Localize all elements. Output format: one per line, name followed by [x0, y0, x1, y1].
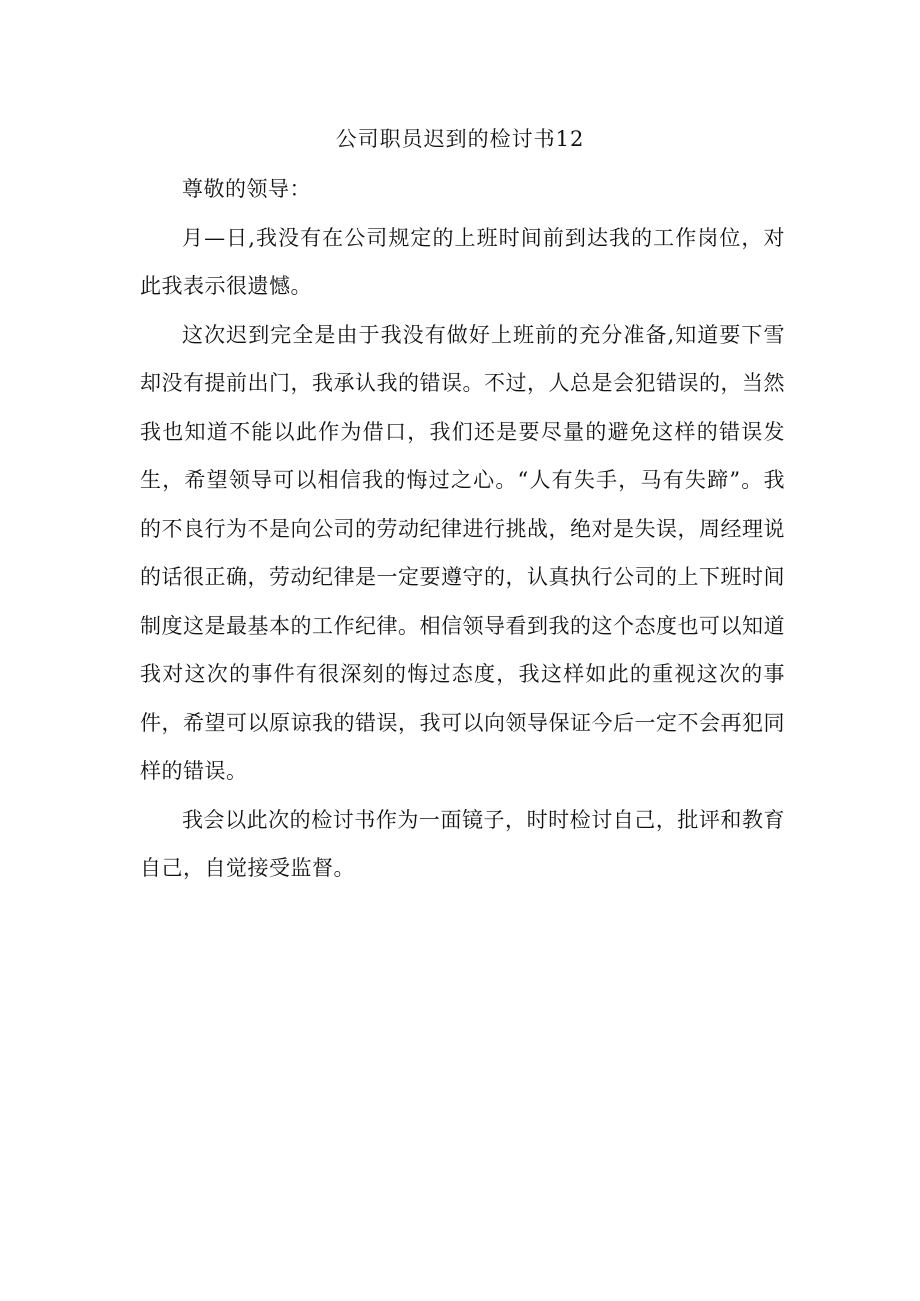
paragraph-3: 我会以此次的检讨书作为一面镜子，时时检讨自己，批评和教育自己，自觉接受监督。: [140, 807, 785, 880]
document-title: 公司职员迟到的检讨书12: [335, 127, 585, 151]
document-body: [140, 165, 785, 893]
paragraph-2: 这次迟到完全是由于我没有做好上班前的充分准备,知道要下雪却没有提前出门，我承认我的错误。不过，人总是会犯错误的，当然我也知道不能以此作为借口，我们还是要尽量的避免这样的错误发生，希望领导可以相信我的悔过之心。“人有失手，马有失蹄”。我的不良行为不是向公司的劳动纪律进行挑战，绝对是失误，周经理说的话很正确，劳动纪律是一定要遵守的，认真执行公司的上下班时间制度这是最基本的工作纪律。相信领导看到我的这个态度也可以知道我对这次的事件有很深刻的悔过态度，我这样如此的重视这次的事件，希望可以原谅我的错误，我可以向领导保证今后一定不会再犯同样的错误。: [140, 322, 785, 783]
salutation: 尊敬的领导：: [182, 177, 311, 201]
paragraph-1: 月—日,我没有在公司规定的上班时间前到达我的工作岗位，对此我表示很遗憾。: [140, 225, 785, 298]
